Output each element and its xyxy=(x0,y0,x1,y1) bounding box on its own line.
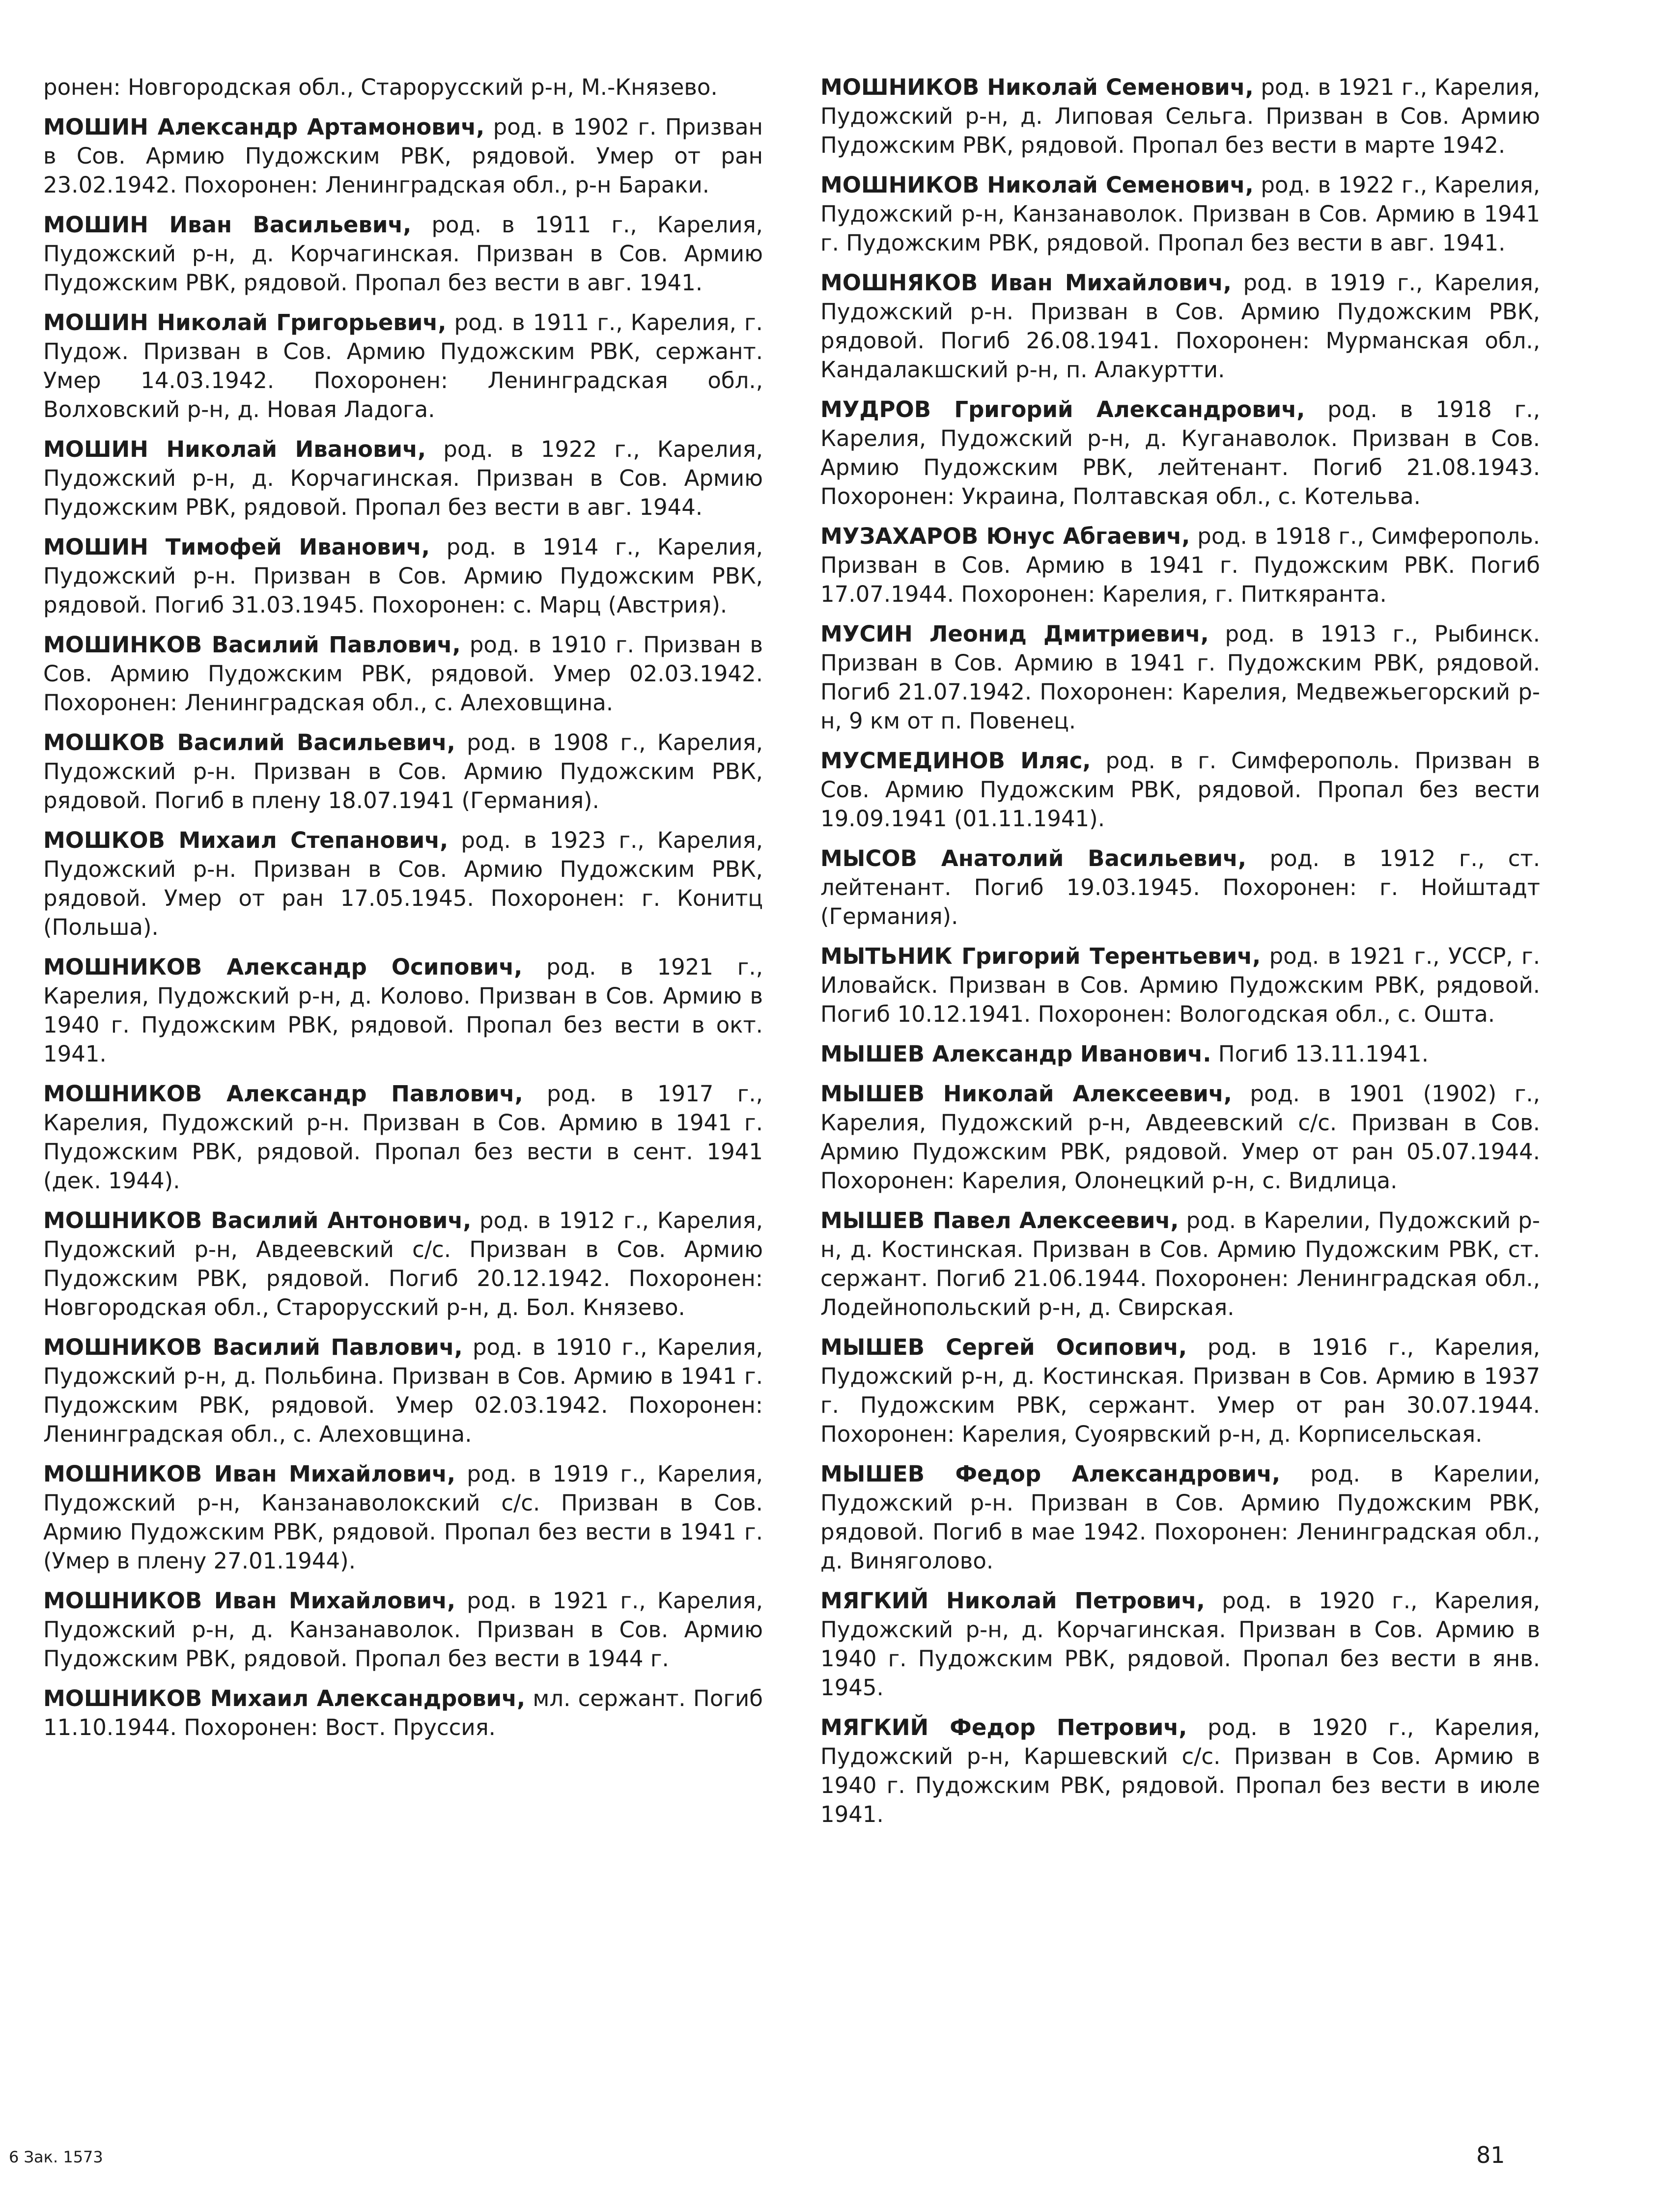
memorial-entry xyxy=(820,1586,1540,1702)
person-details: род. в 1913 г., Рыбинск. Призван в Сов. Армию в 1941 г. Пудожским РВК, рядовой. Погиб 21.07.1942. Похоронен: Карелия, Медвежьегорский р-н, 9 км от п. Повенец. xyxy=(820,621,1540,734)
person-name: МОШНИКОВ Иван Михайлович, xyxy=(43,1588,456,1614)
person-name: МЫСОВ Анатолий Васильевич, xyxy=(820,845,1246,871)
memorial-entry xyxy=(43,210,763,297)
memorial-entry xyxy=(43,630,763,717)
person-details: род. в 1916 г., Карелия, Пудожский р-н, д. Костинская. Призван в Сов. Армию в 1937 г. Пудожским РВК, сержант. Умер от ран 30.07.1944. Похоронен: Карелия, Суоярвский р-н, д. Корписельская. xyxy=(820,1334,1541,1447)
person-details: род. в 1911 г., Карелия, г. Пудож. Призван в Сов. Армию Пудожским РВК, сержант. Умер 14.03.1942. Похоронен: Ленинградская обл., Волховский р-н, д. Новая Ладога. xyxy=(43,309,763,422)
person-details: род. в 1921 г., Карелия, Пудожский р-н, д. Канзанаволок. Призван в Сов. Армию Пудожским РВК, рядовой. Пропал без вести в 1944 г. xyxy=(43,1588,763,1672)
person-name: МУДРОВ Григорий Александрович, xyxy=(820,396,1305,422)
memorial-entry xyxy=(820,942,1540,1029)
person-name: МОШНИКОВ Александр Павлович, xyxy=(43,1081,523,1107)
person-name: МОШНИКОВ Николай Семенович, xyxy=(820,172,1254,198)
memorial-entry xyxy=(43,1459,763,1575)
memorial-entry xyxy=(820,1079,1540,1195)
memorial-entry xyxy=(820,619,1540,735)
memorial-entry xyxy=(43,1079,763,1195)
person-details: род. в Карелии, Пудожский р-н. Призван в Сов. Армию Пудожским РВК, рядовой. Погиб в мае 1942. Похоронен: Ленинградская обл., д. Виняголово. xyxy=(820,1461,1541,1574)
person-name: МОШИН Тимофей Иванович, xyxy=(43,534,430,560)
page-number: 81 xyxy=(1476,2142,1505,2168)
person-name: МЯГКИЙ Николай Петрович, xyxy=(820,1588,1205,1614)
person-details: род. в 1912 г., ст. лейтенант. Погиб 19.03.1945. Похоронен: г. Нойштадт (Германия). xyxy=(820,845,1541,929)
memorial-entry xyxy=(43,1684,763,1742)
person-name: МОШНИКОВ Николай Семенович, xyxy=(820,74,1254,100)
person-details: род. в 1921 г., УССР, г. Иловайск. Призван в Сов. Армию Пудожским РВК, рядовой. Погиб 10.12.1941. Похоронен: Вологодская обл., с. Ошта. xyxy=(820,943,1540,1027)
person-name: МОШИН Николай Григорьевич, xyxy=(43,309,447,336)
person-name: МЫШЕВ Николай Алексеевич, xyxy=(820,1081,1232,1107)
person-details: род. в 1921 г., Карелия, Пудожский р-н, д. Липовая Сельга. Призван в Сов. Армию Пудожским РВК, рядовой. Пропал без вести в марте 1942. xyxy=(820,74,1540,158)
person-name: МОШКОВ Михаил Степанович, xyxy=(43,827,449,853)
memorial-entry xyxy=(820,746,1540,833)
person-details: род. в 1919 г., Карелия, Пудожский р-н, Канзанаволокский с/с. Призван в Сов. Армию Пудожским РВК, рядовой. Пропал без вести в 1941 г. (Умер в плену 27.01.1944). xyxy=(43,1461,763,1574)
person-name: МОШНЯКОВ Иван Михайлович, xyxy=(820,270,1232,296)
person-details: род. в 1922 г., Карелия, Пудожский р-н, Канзанаволок. Призван в Сов. Армию в 1941 г. Пудожским РВК, рядовой. Пропал без вести в авг. 1941. xyxy=(820,172,1540,256)
memorial-entry xyxy=(820,1206,1540,1322)
person-details: мл. сержант. Погиб 11.10.1944. Похоронен: Вост. Пруссия. xyxy=(43,1685,763,1740)
memorial-entry xyxy=(43,73,763,102)
memorial-entry xyxy=(820,1039,1540,1068)
person-name: МЫТЬНИК Григорий Терентьевич, xyxy=(820,943,1261,969)
person-details: род. в 1910 г., Карелия, Пудожский р-н, д. Польбина. Призван в Сов. Армию в 1941 г. Пудожским РВК, рядовой. Умер 02.03.1942. Похоронен: Ленинградская обл., с. Алеховщина. xyxy=(43,1334,763,1447)
memorial-entry xyxy=(820,522,1540,609)
person-details: род. в 1920 г., Карелия, Пудожский р-н, д. Корчагинская. Призван в Сов. Армию в 1940 г. Пудожским РВК, рядовой. Пропал без вести в янв. 1945. xyxy=(820,1588,1541,1701)
person-details: род. в 1920 г., Карелия, Пудожский р-н, Каршевский с/с. Призван в Сов. Армию в 1940 г. Пудожским РВК, рядовой. Пропал без вести в июле 1941. xyxy=(820,1714,1541,1827)
memorial-entry xyxy=(43,308,763,424)
memorial-entry xyxy=(43,435,763,522)
memorial-entry xyxy=(43,826,763,942)
person-details: род. в 1914 г., Карелия, Пудожский р-н. Призван в Сов. Армию Пудожским РВК, рядовой. Погиб 31.03.1945. Похоронен: с. Марц (Австрия). xyxy=(43,534,763,618)
person-name: МОШИН Иван Васильевич, xyxy=(43,212,412,238)
person-details: род. в 1910 г. Призван в Сов. Армию Пудожским РВК, рядовой. Умер 02.03.1942. Похоронен: Ленинградская обл., с. Алеховщина. xyxy=(43,632,763,716)
memorial-entry xyxy=(820,268,1540,384)
person-name: МЯГКИЙ Федор Петрович, xyxy=(820,1714,1187,1740)
person-name: МУСИН Леонид Дмитриевич, xyxy=(820,621,1209,647)
person-name: МЫШЕВ Федор Александрович, xyxy=(820,1461,1281,1487)
memorial-entry xyxy=(820,844,1540,931)
person-name: МОШИНКОВ Василий Павлович, xyxy=(43,632,461,658)
person-details: род. в 1917 г., Карелия, Пудожский р-н. Призван в Сов. Армию в 1941 г. Пудожским РВК, рядовой. Пропал без вести в сент. 1941 (дек. 1944). xyxy=(43,1081,763,1194)
memorial-entry xyxy=(43,1586,763,1673)
memorial-entry xyxy=(820,170,1540,257)
left-column xyxy=(43,73,763,1753)
person-details: род. в 1922 г., Карелия, Пудожский р-н, д. Корчагинская. Призван в Сов. Армию Пудожским РВК, рядовой. Пропал без вести в авг. 1944. xyxy=(43,436,763,520)
person-details: род. в 1911 г., Карелия, Пудожский р-н, д. Корчагинская. Призван в Сов. Армию Пудожским РВК, рядовой. Пропал без вести в авг. 1941. xyxy=(43,212,763,296)
memorial-entry xyxy=(820,1713,1540,1829)
person-details: род. в 1918 г., Симферополь. Призван в Сов. Армию в 1941 г. Пудожским РВК. Погиб 17.07.1944. Похоронен: Карелия, г. Питкяранта. xyxy=(820,523,1540,607)
person-name: МОШНИКОВ Михаил Александрович, xyxy=(43,1685,526,1711)
person-details: род. в Карелии, Пудожский р-н, д. Костинская. Призван в Сов. Армию Пудожским РВК, ст. сержант. Погиб 21.06.1944. Похоронен: Ленинградская обл., Лодейнопольский р-н, д. Свирская. xyxy=(820,1207,1540,1320)
print-order-note: 6 Зак. 1573 xyxy=(9,2148,103,2166)
person-details: род. в 1912 г., Карелия, Пудожский р-н, Авдеевский с/с. Призван в Сов. Армию Пудожским РВК, рядовой. Погиб 20.12.1942. Похоронен: Новгородская обл., Старорусский р-н, д. Бол. Князево. xyxy=(43,1207,763,1320)
person-details: род. в 1919 г., Карелия, Пудожский р-н. Призван в Сов. Армию Пудожским РВК, рядовой. Погиб 26.08.1941. Похоронен: Мурманская обл., Кандалакшский р-н, п. Алакуртти. xyxy=(820,270,1540,383)
person-name: МЫШЕВ Павел Алексеевич, xyxy=(820,1207,1179,1233)
memorial-entry xyxy=(820,1459,1540,1575)
person-name: МУСМЕДИНОВ Иляс, xyxy=(820,748,1091,774)
person-name: МОШНИКОВ Василий Антонович, xyxy=(43,1207,472,1233)
memorial-entry xyxy=(43,952,763,1068)
person-details: род. в 1908 г., Карелия, Пудожский р-н. Призван в Сов. Армию Пудожским РВК, рядовой. Погиб в плену 18.07.1941 (Германия). xyxy=(43,729,763,813)
person-details: род. в г. Симферополь. Призван в Сов. Армию Пудожским РВК, рядовой. Пропал без вести 19.09.1941 (01.11.1941). xyxy=(820,748,1540,832)
person-details: Погиб 13.11.1941. xyxy=(1211,1041,1429,1067)
person-details: род. в 1923 г., Карелия, Пудожский р-н. Призван в Сов. Армию Пудожским РВК, рядовой. Умер от ран 17.05.1945. Похоронен: г. Конитц (Польша). xyxy=(43,827,763,940)
person-name: МЫШЕВ Александр Иванович. xyxy=(820,1041,1211,1067)
person-name: МУЗАХАРОВ Юнус Абгаевич, xyxy=(820,523,1190,549)
memorial-entry xyxy=(43,728,763,815)
memorial-entry xyxy=(43,1206,763,1322)
person-name: МОШНИКОВ Василий Павлович, xyxy=(43,1334,463,1360)
person-name: МОШНИКОВ Александр Осипович, xyxy=(43,954,523,980)
person-name: МОШИН Николай Иванович, xyxy=(43,436,426,462)
person-name: МЫШЕВ Сергей Осипович, xyxy=(820,1334,1187,1360)
person-name: МОШКОВ Василий Васильевич, xyxy=(43,729,455,756)
person-name: МОШИН Александр Артамонович, xyxy=(43,114,485,140)
person-details: род. в 1901 (1902) г., Карелия, Пудожский р-н, Авдеевский с/с. Призван в Сов. Армию Пудожским РВК, рядовой. Умер от ран 05.07.1944. Похоронен: Карелия, Олонецкий р-н, с. Видлица. xyxy=(820,1081,1540,1194)
person-details: ронен: Новгородская обл., Старорусский р-н, М.-Князево. xyxy=(43,74,718,100)
memorial-entry xyxy=(43,1333,763,1449)
right-column xyxy=(820,73,1540,1840)
memorial-entry xyxy=(820,395,1540,511)
person-name: МОШНИКОВ Иван Михайлович, xyxy=(43,1461,456,1487)
memorial-entry xyxy=(43,532,763,619)
memorial-entry xyxy=(820,73,1540,160)
person-details: род. в 1902 г. Призван в Сов. Армию Пудожским РВК, рядовой. Умер от ран 23.02.1942. Похоронен: Ленинградская обл., р-н Бараки. xyxy=(43,114,763,198)
person-details: род. в 1918 г., Карелия, Пудожский р-н, д. Куганаволок. Призван в Сов. Армию Пудожским РВК, лейтенант. Погиб 21.08.1943. Похоронен: Украина, Полтавская обл., с. Котельва. xyxy=(820,396,1540,509)
person-details: род. в 1921 г., Карелия, Пудожский р-н, д. Колово. Призван в Сов. Армию в 1940 г. Пудожским РВК, рядовой. Пропал без вести в окт. 1941. xyxy=(43,954,763,1067)
memorial-entry xyxy=(43,112,763,199)
memorial-entry xyxy=(820,1333,1540,1449)
